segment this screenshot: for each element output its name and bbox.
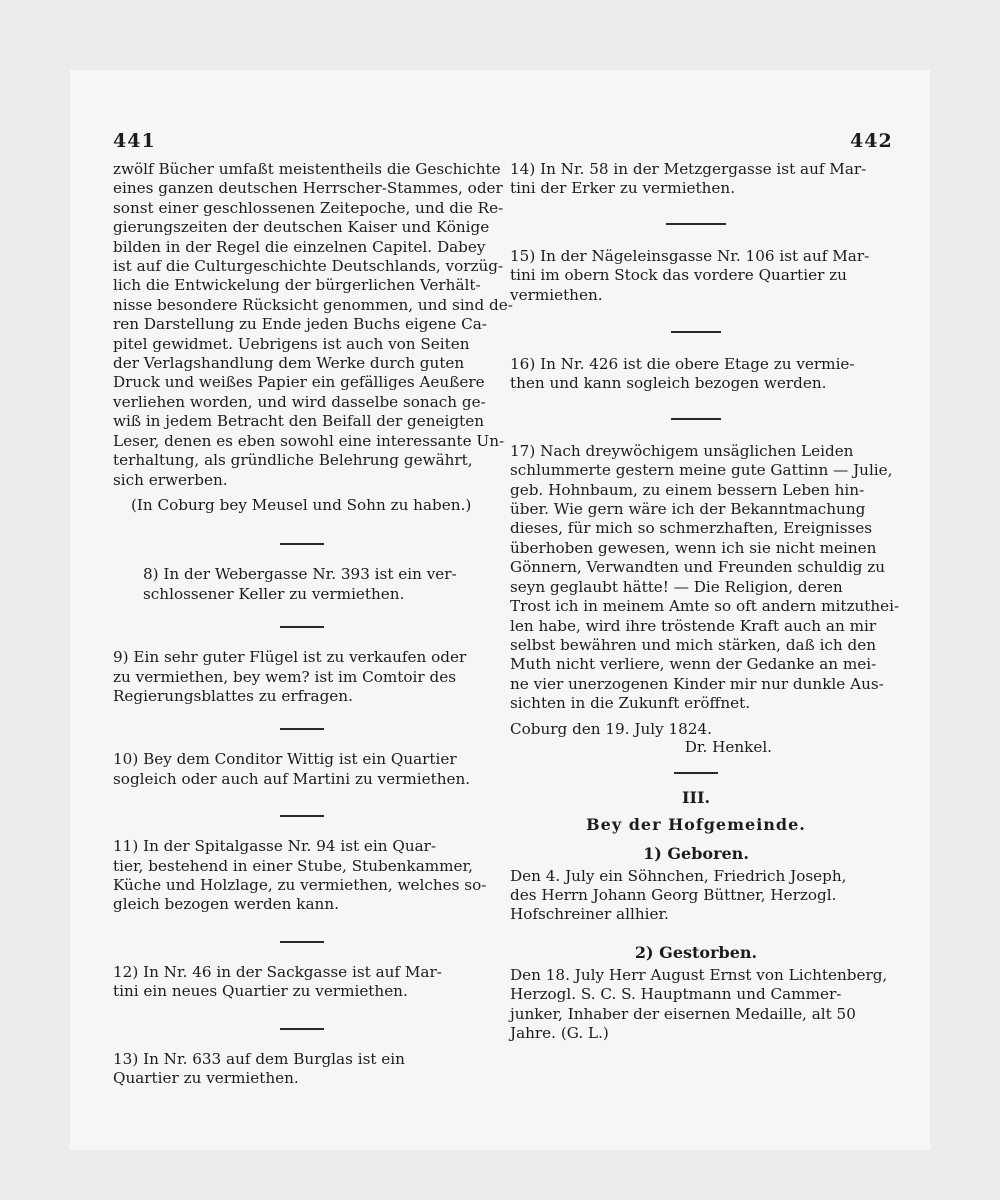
right-column	[510, 160, 900, 1043]
divider	[674, 772, 718, 774]
text-line: Druck und weißes Papier ein gefälliges Aeußere	[113, 373, 485, 392]
divider	[280, 543, 324, 545]
text-line: then und kann sogleich bezogen werden.	[510, 374, 827, 393]
text-line: dieses, für mich so schmerzhaften, Ereignisses	[510, 519, 873, 538]
text-line: 10) Bey dem Conditor Wittig ist ein Quartier	[113, 750, 457, 769]
text-line: 15) In der Nägeleinsgasse Nr. 106 ist auf Mar-	[510, 246, 870, 265]
text-line: ne vier unerzogenen Kinder mir nur dunkle Aus-	[510, 674, 884, 693]
born-text	[510, 867, 882, 925]
text-line: tier, bestehend in einer Stube, Stubenkammer,	[113, 856, 473, 875]
text-line: über. Wie gern wäre ich der Bekanntmachung	[510, 500, 866, 519]
text-line: 12) In Nr. 46 in der Sackgasse ist auf Mar-	[113, 962, 442, 981]
text-line: Herzogl. S. C. S. Hauptmann und Cammer-	[510, 985, 842, 1004]
text-line: sonst einer geschlossenen Zeitepoche, und die Re-	[113, 198, 504, 217]
text-line: gierungszeiten der deutschen Kaiser und Könige	[113, 218, 490, 237]
coburg-note: (In Coburg bey Meusel und Sohn zu haben.)	[131, 495, 472, 514]
text-line: überhoben gewesen, wenn ich sie nicht meinen	[510, 538, 877, 557]
notice-8	[113, 565, 490, 604]
notice-17-obituary	[510, 441, 900, 714]
text-line: 17) Nach dreywöchigem unsäglichen Leiden	[510, 441, 854, 460]
signature-name-line	[510, 738, 882, 756]
text-line: tini der Erker zu vermiethen.	[510, 179, 736, 198]
divider	[280, 815, 324, 817]
section-title: Bey der Hofgemeinde.	[586, 814, 806, 834]
text-line: Jahre. (G. L.)	[510, 1023, 609, 1042]
text-line: Regierungsblattes zu erfragen.	[113, 686, 353, 705]
text-line: ren Darstellung zu Ende jeden Buchs eigene Ca-	[113, 315, 487, 334]
notice-12	[113, 963, 490, 1002]
signature-name: Dr. Henkel.	[684, 737, 772, 756]
text-line: Quartier zu vermiethen.	[113, 1069, 299, 1087]
text-line: terhaltung, als gründliche Belehrung gewährt,	[113, 451, 473, 470]
died-heading: 2) Gestorben.	[634, 942, 758, 962]
text-line: ist auf die Culturgeschichte Deutschlands, vorzüg-	[113, 257, 504, 276]
text-line: Trost ich in meinem Amte so oft andern mitzuthei-	[510, 597, 900, 616]
text-line: pitel gewidmet. Uebrigens ist auch von Seiten	[113, 334, 470, 353]
text-line: gleich bezogen werden kann.	[113, 895, 339, 914]
text-line: sogleich oder auch auf Martini zu vermiethen.	[113, 769, 471, 788]
book-review-text	[113, 160, 513, 490]
signature-place-date: Coburg den 19. July 1824.	[510, 719, 712, 738]
notice-14	[510, 160, 882, 199]
text-line: geb. Hohnbaum, zu einem bessern Leben hin-	[510, 480, 865, 499]
notice-11	[113, 837, 490, 915]
text-line: junker, Inhaber der eisernen Medaille, alt 50	[510, 1004, 856, 1023]
text-line: Den 18. July Herr August Ernst von Lichtenberg,	[510, 965, 888, 984]
text-line: 9) Ein sehr guter Flügel ist zu verkaufen oder	[113, 648, 467, 667]
text-line: len habe, wird ihre tröstende Kraft auch an mir	[510, 616, 877, 635]
divider	[280, 728, 324, 730]
text-line: Muth nicht verliere, wenn der Gedanke an mei-	[510, 655, 877, 674]
text-line: sich erwerben.	[113, 470, 228, 489]
notice-15	[510, 247, 882, 305]
left-column	[113, 160, 513, 1088]
notice-13	[113, 1050, 490, 1089]
text-line: Hofschreiner allhier.	[510, 905, 669, 924]
text-line: der Verlagshandlung dem Werke durch guten	[113, 354, 465, 373]
died-text	[510, 965, 888, 1044]
text-line: schlossener Keller zu vermiethen.	[143, 584, 405, 603]
text-line: Den 4. July ein Söhnchen, Friedrich Joseph,	[510, 866, 847, 885]
divider	[666, 223, 726, 225]
divider	[280, 626, 324, 628]
section-numeral: III.	[681, 787, 711, 807]
text-line: 11) In der Spitalgasse Nr. 94 ist ein Quar-	[113, 837, 437, 856]
text-line: zu vermiethen, bey wem? ist im Comtoir des	[113, 667, 457, 686]
text-line: selbst bewähren und mich stärken, daß ich den	[510, 635, 877, 654]
text-line: des Herrn Johann Georg Büttner, Herzogl.	[510, 885, 837, 904]
text-line: eines ganzen deutschen Herrscher-Stammes, oder	[113, 179, 503, 198]
text-line: nisse besondere Rücksicht genommen, und sind de-	[113, 295, 513, 314]
text-line: Leser, denen es eben sowohl eine interessante Un-	[113, 431, 505, 450]
text-line: vermiethen.	[510, 285, 603, 304]
page-number-right: 442	[850, 130, 893, 152]
divider	[280, 1028, 324, 1030]
signature-line	[510, 720, 882, 738]
notice-16	[510, 355, 882, 394]
text-line: 8) In der Webergasse Nr. 393 ist ein ver-	[143, 565, 457, 584]
text-line: 16) In Nr. 426 ist die obere Etage zu vermie-	[510, 355, 855, 374]
text-line: tini im obern Stock das vordere Quartier zu	[510, 266, 847, 285]
notice-9	[113, 648, 490, 706]
text-line: wiß in jedem Betracht den Beifall der geneigten	[113, 412, 484, 431]
text-line: schlummerte gestern meine gute Gattinn — Julie,	[510, 461, 893, 480]
text-line: 14) In Nr. 58 in der Metzgergasse ist auf Mar-	[510, 160, 867, 178]
text-line: tini ein neues Quartier zu vermiethen.	[113, 982, 408, 1001]
text-line: zwölf Bücher umfaßt meistentheils die Geschichte	[113, 160, 501, 178]
divider	[280, 941, 324, 943]
text-line: bilden in der Regel die einzelnen Capitel. Dabey	[113, 237, 486, 256]
text-line: lich die Entwickelung der bürgerlichen Verhält-	[113, 276, 481, 295]
divider	[671, 418, 721, 420]
text-line: verliehen worden, und wird dasselbe sonach ge-	[113, 392, 486, 411]
text-line: seyn geglaubt hätte! — Die Religion, deren	[510, 577, 843, 596]
divider	[671, 331, 721, 333]
text-line: Gönnern, Verwandten und Freunden schuldig zu	[510, 558, 886, 577]
text-line: sichten in die Zukunft eröffnet.	[510, 694, 751, 713]
page-number-left: 441	[113, 130, 156, 152]
notice-10	[113, 750, 490, 789]
text-line: 13) In Nr. 633 auf dem Burglas ist ein	[113, 1049, 405, 1068]
text-line: Küche und Holzlage, zu vermiethen, welches so-	[113, 875, 487, 894]
born-heading: 1) Geboren.	[643, 843, 749, 863]
